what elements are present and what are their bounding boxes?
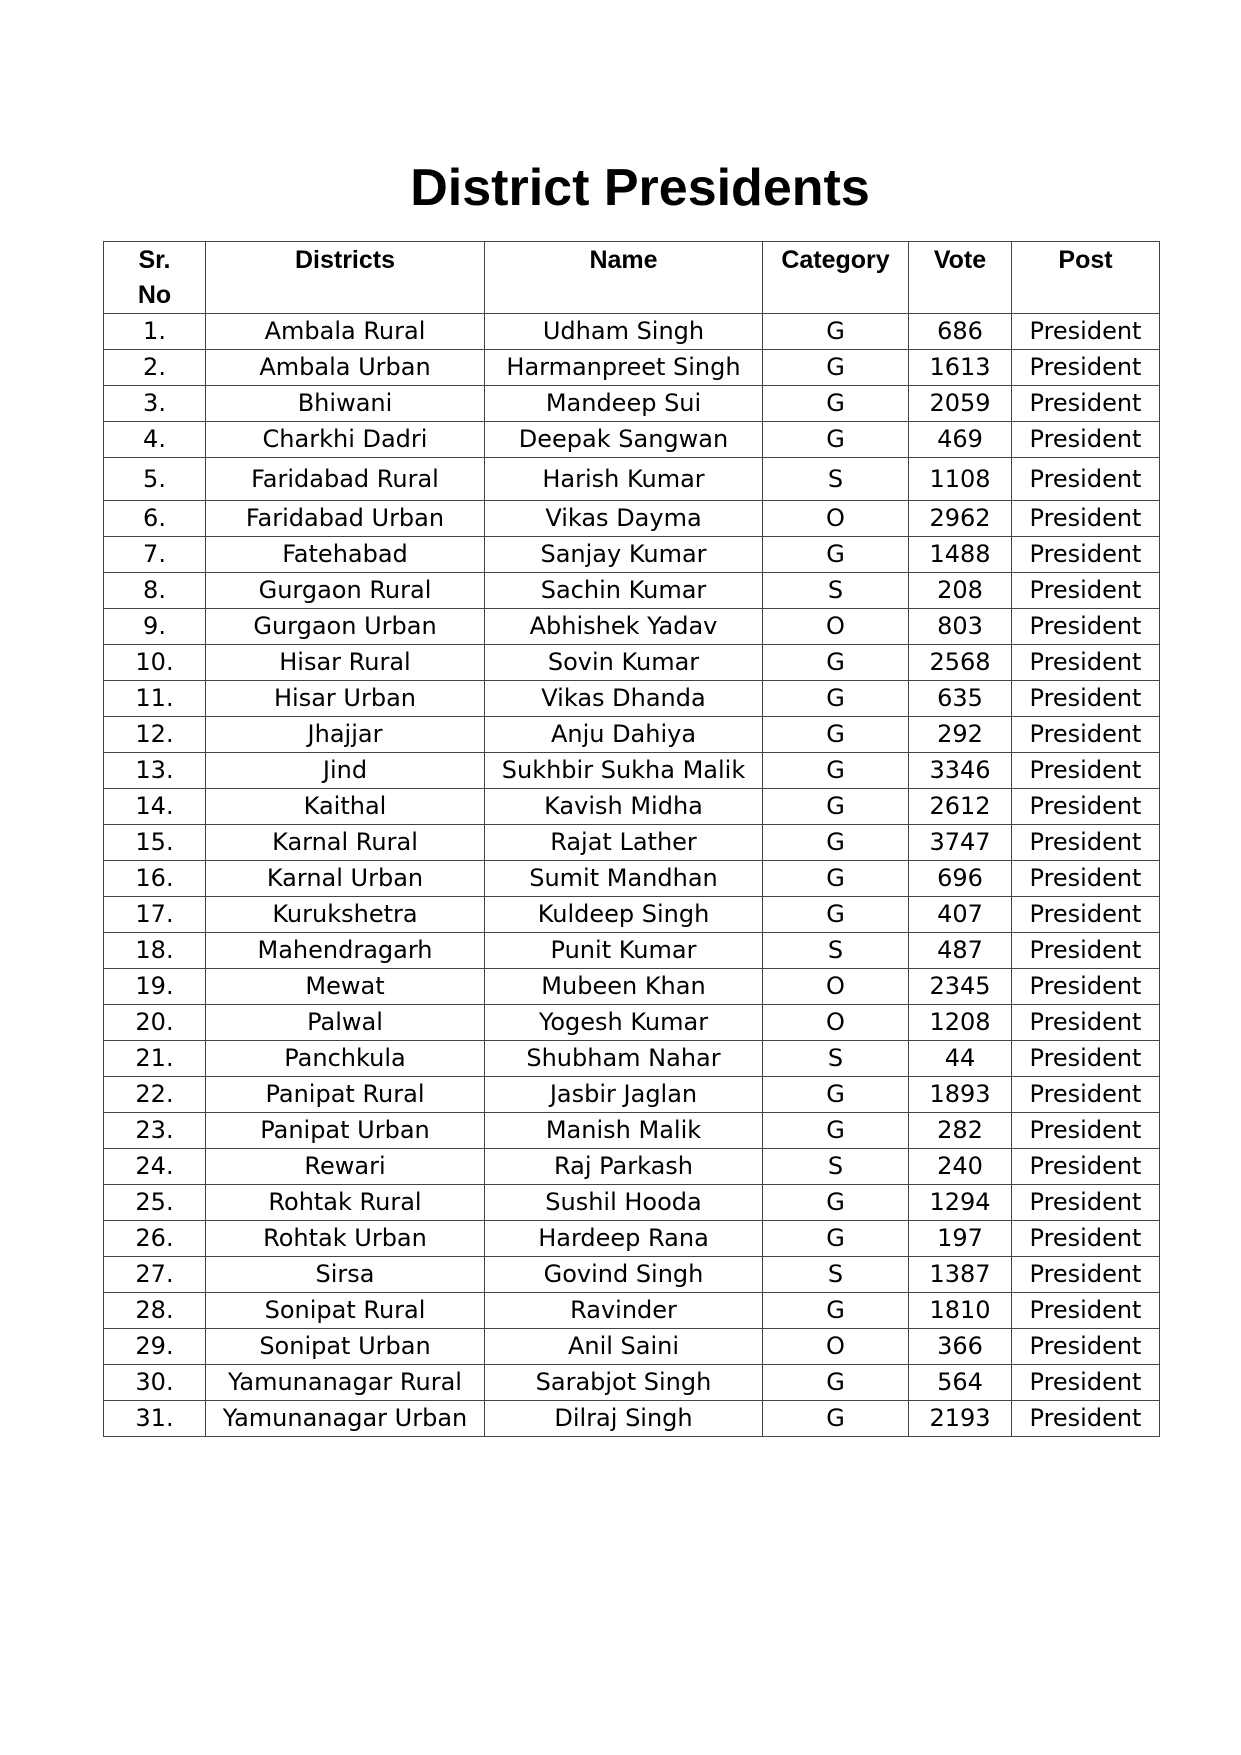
cell-name: Mubeen Khan (485, 969, 763, 1005)
cell-district: Fatehabad (206, 537, 485, 573)
table-header (104, 242, 1160, 314)
cell-post: President (1012, 645, 1160, 681)
cell-sr-no: 23. (104, 1113, 206, 1149)
cell-district: Mahendragarh (206, 933, 485, 969)
cell-district: Kurukshetra (206, 897, 485, 933)
cell-post: President (1012, 933, 1160, 969)
table-row (104, 1329, 1160, 1365)
cell-sr-no: 9. (104, 609, 206, 645)
district-presidents-table (103, 241, 1160, 1437)
cell-sr-no: 3. (104, 386, 206, 422)
cell-vote: 3346 (909, 753, 1012, 789)
cell-vote: 366 (909, 1329, 1012, 1365)
cell-post: President (1012, 537, 1160, 573)
cell-vote: 208 (909, 573, 1012, 609)
cell-vote: 564 (909, 1365, 1012, 1401)
cell-sr-no: 8. (104, 573, 206, 609)
table-row (104, 1185, 1160, 1221)
cell-name: Vikas Dayma (485, 501, 763, 537)
cell-district: Charkhi Dadri (206, 422, 485, 458)
cell-name: Manish Malik (485, 1113, 763, 1149)
cell-district: Sonipat Rural (206, 1293, 485, 1329)
cell-post: President (1012, 969, 1160, 1005)
cell-post: President (1012, 609, 1160, 645)
table-row (104, 314, 1160, 350)
cell-post: President (1012, 314, 1160, 350)
cell-name: Sovin Kumar (485, 645, 763, 681)
cell-post: President (1012, 573, 1160, 609)
table-row (104, 645, 1160, 681)
cell-vote: 803 (909, 609, 1012, 645)
cell-sr-no: 19. (104, 969, 206, 1005)
cell-name: Vikas Dhanda (485, 681, 763, 717)
cell-name: Anju Dahiya (485, 717, 763, 753)
cell-sr-no: 15. (104, 825, 206, 861)
cell-name: Mandeep Sui (485, 386, 763, 422)
cell-post: President (1012, 1365, 1160, 1401)
cell-name: Govind Singh (485, 1257, 763, 1293)
cell-post: President (1012, 458, 1160, 501)
cell-vote: 487 (909, 933, 1012, 969)
cell-sr-no: 1. (104, 314, 206, 350)
cell-category: O (763, 609, 909, 645)
table-row (104, 1005, 1160, 1041)
cell-district: Karnal Rural (206, 825, 485, 861)
table-row (104, 422, 1160, 458)
cell-vote: 1387 (909, 1257, 1012, 1293)
cell-category: G (763, 1365, 909, 1401)
cell-district: Yamunanagar Rural (206, 1365, 485, 1401)
cell-post: President (1012, 789, 1160, 825)
cell-district: Rewari (206, 1149, 485, 1185)
cell-district: Jind (206, 753, 485, 789)
cell-post: President (1012, 1257, 1160, 1293)
table-row (104, 1077, 1160, 1113)
cell-category: G (763, 897, 909, 933)
cell-sr-no: 2. (104, 350, 206, 386)
cell-category: G (763, 1185, 909, 1221)
cell-category: G (763, 537, 909, 573)
cell-vote: 407 (909, 897, 1012, 933)
cell-category: O (763, 501, 909, 537)
cell-post: President (1012, 350, 1160, 386)
cell-category: O (763, 1005, 909, 1041)
cell-post: President (1012, 1005, 1160, 1041)
cell-vote: 469 (909, 422, 1012, 458)
cell-vote: 197 (909, 1221, 1012, 1257)
cell-vote: 2345 (909, 969, 1012, 1005)
cell-category: G (763, 1221, 909, 1257)
table-row (104, 1149, 1160, 1185)
table-row (104, 897, 1160, 933)
table-row (104, 933, 1160, 969)
cell-vote: 44 (909, 1041, 1012, 1077)
cell-category: G (763, 386, 909, 422)
cell-district: Ambala Urban (206, 350, 485, 386)
cell-district: Panipat Urban (206, 1113, 485, 1149)
cell-vote: 2612 (909, 789, 1012, 825)
cell-name: Rajat Lather (485, 825, 763, 861)
cell-name: Anil Saini (485, 1329, 763, 1365)
cell-district: Gurgaon Rural (206, 573, 485, 609)
cell-vote: 1810 (909, 1293, 1012, 1329)
page-title: District Presidents (410, 159, 870, 217)
table-row (104, 681, 1160, 717)
header-districts: Districts (206, 242, 485, 314)
table-body (104, 314, 1160, 1437)
cell-post: President (1012, 825, 1160, 861)
cell-post: President (1012, 1113, 1160, 1149)
cell-category: G (763, 861, 909, 897)
table-row (104, 789, 1160, 825)
cell-name: Deepak Sangwan (485, 422, 763, 458)
cell-category: S (763, 1041, 909, 1077)
cell-vote: 1488 (909, 537, 1012, 573)
cell-vote: 282 (909, 1113, 1012, 1149)
cell-sr-no: 24. (104, 1149, 206, 1185)
cell-category: G (763, 1113, 909, 1149)
table-row (104, 717, 1160, 753)
cell-district: Rohtak Rural (206, 1185, 485, 1221)
cell-sr-no: 11. (104, 681, 206, 717)
table-row (104, 573, 1160, 609)
cell-category: G (763, 1077, 909, 1113)
cell-category: S (763, 458, 909, 501)
cell-district: Sirsa (206, 1257, 485, 1293)
cell-name: Sachin Kumar (485, 573, 763, 609)
header-sr-no (104, 242, 206, 314)
cell-name: Harmanpreet Singh (485, 350, 763, 386)
cell-name: Raj Parkash (485, 1149, 763, 1185)
cell-sr-no: 17. (104, 897, 206, 933)
table-row (104, 537, 1160, 573)
cell-category: G (763, 350, 909, 386)
header-row (104, 242, 1160, 314)
cell-post: President (1012, 717, 1160, 753)
header-vote: Vote (909, 242, 1012, 314)
cell-name: Abhishek Yadav (485, 609, 763, 645)
cell-district: Hisar Urban (206, 681, 485, 717)
cell-district: Sonipat Urban (206, 1329, 485, 1365)
cell-vote: 696 (909, 861, 1012, 897)
cell-district: Yamunanagar Urban (206, 1401, 485, 1437)
cell-name: Udham Singh (485, 314, 763, 350)
cell-district: Panchkula (206, 1041, 485, 1077)
cell-post: President (1012, 1401, 1160, 1437)
cell-post: President (1012, 753, 1160, 789)
cell-sr-no: 20. (104, 1005, 206, 1041)
cell-category: G (763, 1293, 909, 1329)
cell-sr-no: 28. (104, 1293, 206, 1329)
cell-district: Bhiwani (206, 386, 485, 422)
table-row (104, 1365, 1160, 1401)
cell-vote: 1294 (909, 1185, 1012, 1221)
cell-vote: 635 (909, 681, 1012, 717)
cell-district: Faridabad Rural (206, 458, 485, 501)
cell-name: Dilraj Singh (485, 1401, 763, 1437)
cell-vote: 1108 (909, 458, 1012, 501)
cell-vote: 1893 (909, 1077, 1012, 1113)
table-row (104, 1257, 1160, 1293)
cell-post: President (1012, 1293, 1160, 1329)
cell-sr-no: 29. (104, 1329, 206, 1365)
cell-category: G (763, 314, 909, 350)
cell-category: G (763, 1401, 909, 1437)
cell-post: President (1012, 501, 1160, 537)
table-row (104, 501, 1160, 537)
cell-category: G (763, 789, 909, 825)
table-row (104, 1221, 1160, 1257)
cell-district: Kaithal (206, 789, 485, 825)
cell-sr-no: 31. (104, 1401, 206, 1437)
cell-district: Mewat (206, 969, 485, 1005)
cell-sr-no: 12. (104, 717, 206, 753)
cell-vote: 1208 (909, 1005, 1012, 1041)
cell-category: G (763, 753, 909, 789)
cell-category: G (763, 681, 909, 717)
cell-category: S (763, 1149, 909, 1185)
cell-post: President (1012, 422, 1160, 458)
cell-vote: 3747 (909, 825, 1012, 861)
table-row (104, 458, 1160, 501)
cell-post: President (1012, 897, 1160, 933)
cell-name: Sukhbir Sukha Malik (485, 753, 763, 789)
header-sr-no-line2: No (137, 281, 172, 309)
cell-district: Panipat Rural (206, 1077, 485, 1113)
cell-sr-no: 4. (104, 422, 206, 458)
cell-vote: 2568 (909, 645, 1012, 681)
cell-category: O (763, 1329, 909, 1365)
cell-name: Hardeep Rana (485, 1221, 763, 1257)
table-row (104, 753, 1160, 789)
cell-sr-no: 25. (104, 1185, 206, 1221)
cell-vote: 2193 (909, 1401, 1012, 1437)
header-name: Name (485, 242, 763, 314)
cell-sr-no: 6. (104, 501, 206, 537)
cell-sr-no: 16. (104, 861, 206, 897)
cell-sr-no: 10. (104, 645, 206, 681)
cell-vote: 240 (909, 1149, 1012, 1185)
cell-vote: 1613 (909, 350, 1012, 386)
table-row (104, 1113, 1160, 1149)
cell-category: G (763, 717, 909, 753)
cell-vote: 2962 (909, 501, 1012, 537)
cell-post: President (1012, 681, 1160, 717)
cell-sr-no: 27. (104, 1257, 206, 1293)
cell-vote: 686 (909, 314, 1012, 350)
cell-district: Faridabad Urban (206, 501, 485, 537)
cell-district: Karnal Urban (206, 861, 485, 897)
table-row (104, 1401, 1160, 1437)
cell-category: G (763, 825, 909, 861)
cell-category: S (763, 933, 909, 969)
cell-district: Jhajjar (206, 717, 485, 753)
cell-category: O (763, 969, 909, 1005)
cell-sr-no: 14. (104, 789, 206, 825)
table-row (104, 386, 1160, 422)
cell-name: Jasbir Jaglan (485, 1077, 763, 1113)
cell-sr-no: 13. (104, 753, 206, 789)
cell-name: Kavish Midha (485, 789, 763, 825)
table-row (104, 609, 1160, 645)
cell-name: Sarabjot Singh (485, 1365, 763, 1401)
cell-post: President (1012, 1077, 1160, 1113)
cell-vote: 2059 (909, 386, 1012, 422)
cell-name: Yogesh Kumar (485, 1005, 763, 1041)
cell-post: President (1012, 1185, 1160, 1221)
cell-post: President (1012, 1221, 1160, 1257)
cell-sr-no: 18. (104, 933, 206, 969)
header-sr-no-line1: Sr. (138, 246, 171, 274)
cell-post: President (1012, 1149, 1160, 1185)
cell-district: Rohtak Urban (206, 1221, 485, 1257)
cell-name: Ravinder (485, 1293, 763, 1329)
cell-name: Sumit Mandhan (485, 861, 763, 897)
cell-sr-no: 7. (104, 537, 206, 573)
cell-post: President (1012, 1329, 1160, 1365)
cell-sr-no: 22. (104, 1077, 206, 1113)
cell-sr-no: 26. (104, 1221, 206, 1257)
cell-name: Sanjay Kumar (485, 537, 763, 573)
table-row (104, 969, 1160, 1005)
table-row (104, 825, 1160, 861)
cell-category: G (763, 645, 909, 681)
cell-district: Palwal (206, 1005, 485, 1041)
table-row (104, 350, 1160, 386)
cell-district: Ambala Rural (206, 314, 485, 350)
cell-post: President (1012, 861, 1160, 897)
cell-sr-no: 21. (104, 1041, 206, 1077)
cell-sr-no: 5. (104, 458, 206, 501)
cell-district: Gurgaon Urban (206, 609, 485, 645)
cell-category: S (763, 573, 909, 609)
header-post: Post (1012, 242, 1160, 314)
cell-name: Punit Kumar (485, 933, 763, 969)
cell-post: President (1012, 386, 1160, 422)
table-row (104, 861, 1160, 897)
table-row (104, 1293, 1160, 1329)
cell-name: Shubham Nahar (485, 1041, 763, 1077)
cell-vote: 292 (909, 717, 1012, 753)
cell-district: Hisar Rural (206, 645, 485, 681)
header-category: Category (763, 242, 909, 314)
cell-post: President (1012, 1041, 1160, 1077)
cell-category: G (763, 422, 909, 458)
cell-sr-no: 30. (104, 1365, 206, 1401)
cell-name: Sushil Hooda (485, 1185, 763, 1221)
cell-category: S (763, 1257, 909, 1293)
cell-name: Kuldeep Singh (485, 897, 763, 933)
table-row (104, 1041, 1160, 1077)
cell-name: Harish Kumar (485, 458, 763, 501)
